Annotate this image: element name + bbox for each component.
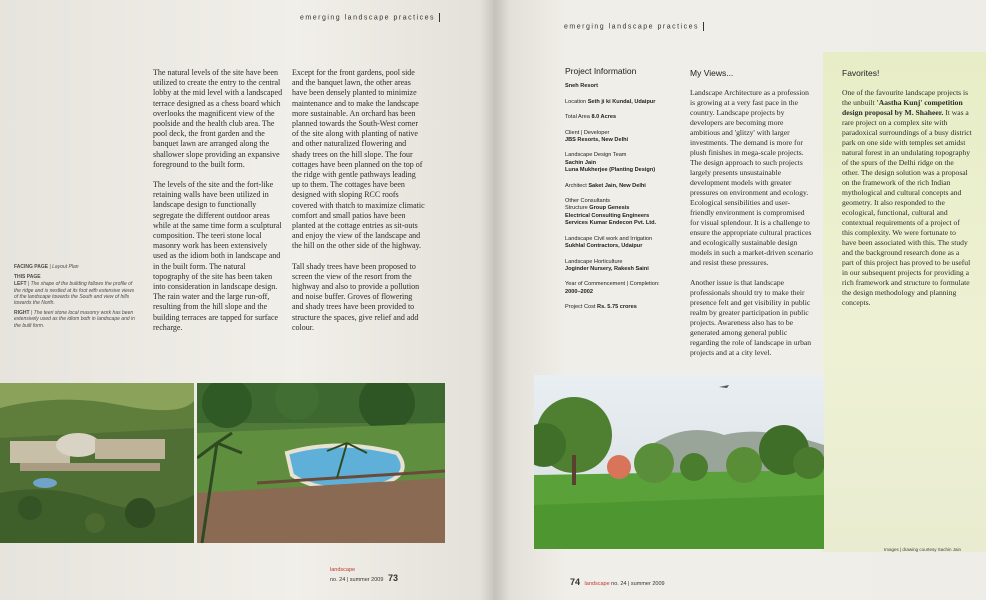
- paragraph: Another issue is that landscape professionals should try to make their presence felt and get visibility in public realm by greater participation in public projects. Awareness also has to be generated among general public regarding the role of landscape in urban projects and at a city level.: [690, 278, 812, 357]
- project-item: Landscape Civil work and Irrigation Sukhlal Contractors, Udaipur: [565, 235, 653, 250]
- project-item: Year of Commencement | Completion: 2000–2002: [565, 281, 660, 295]
- running-head-right-text: emerging landscape practices: [564, 23, 699, 31]
- my-views-heading: My Views...: [690, 68, 734, 78]
- project-item: Client | Developer JBS Resorts, New Delhi: [565, 129, 629, 144]
- project-item: Landscape Design Team Sachin Jain Luna Mukherjee (Planting Design): [565, 152, 656, 174]
- project-item: Project Cost Rs. 5.75 crores: [565, 304, 637, 311]
- running-head-right: [564, 22, 704, 31]
- caption-label-facing: FACING PAGE: [14, 264, 49, 270]
- caption-label-this: THIS PAGE: [14, 274, 41, 281]
- paragraph: The natural levels of the site have been utilized to create the entry to the central lobby at the mid level with a landscaped terrace designed as a chess board which overlooks the magnificent view of the poolside and the health club area. The pool deck, the front garden and the banquet lawn are arranged along the shallower slope providing an expansive foreground to the built form.: [153, 68, 283, 169]
- footer-brand: landscape: [330, 567, 356, 573]
- photo-caption: FACING PAGE | Layout Plan THIS PAGE LEFT | The shape of the building follows the profile of the ridge and is nestled at its foot with extensive views of the landscape towards the South and view of hills towards the North. RIGHT | The teeri stone local masonry work has been extensively used as the idiom both in landscape and in the built form.: [14, 264, 135, 329]
- image-credit: Images | drawing courtesy Sachin Jain: [884, 547, 961, 552]
- paragraph: Except for the front gardens, pool side and the banquet lawn, the other areas have been densely planted to minimize maintenance and to make the landscape more sustainable. An orchard has been planned towards the South-West corner of the site along with planting of native and other naturalized flowering and shady trees on the hill slope. The four cottages have been planned on the top of the ridge with gentle pathways leading up to them. The cottages have been designed with sloping RCC roofs covered with thatch to maximize climatic comfort and small patios have been planted at the cottage entries as sit-outs and enjoy the view of the landscape and the hill on the other side of the highway.: [292, 68, 425, 251]
- favorites-heading: Favorites!: [842, 68, 880, 78]
- running-head-left: [300, 13, 440, 22]
- page-number-right: 74: [570, 577, 581, 587]
- favorites-text: One of the favourite landscape projects is the unbuilt 'Aastha Kunj' competition design proposal by M. Shaheer. It was a rare project on a complex site with paradoxical surroundings of a busy district park on one side with temples set amidst natural forest in an undulating topography of the spurs of the Delhi ridge on the other. The design solution was a proposal on the framework of the rich Indian mythological and cultural concepts and geometry. It also responded to the ecological, functional, cultural and contextual requirements of a project of this complexity. We were fortunate to have been associated with this. The study and the background research done as a part of this project has proved to be useful in our subsequent projects for providing a rich framework and structure to formulate the design methodology and planning concepts.: [842, 88, 972, 307]
- project-item: Location Seth ji ki Kundal, Udaipur: [565, 98, 656, 105]
- running-head-left-text: emerging landscape practices: [300, 14, 435, 22]
- caption-label-left: LEFT: [14, 281, 27, 288]
- favorites-project-name: 'Aastha Kunj' competition design proposal by M. Shaheer.: [842, 98, 963, 117]
- caption-left-text: The shape of the building follows the profile of the ridge and is nestled at its foot with extensive views of the landscape towards the South and view of hills towards the North.: [14, 281, 135, 307]
- project-information: [565, 68, 675, 320]
- page-number-left: 73: [387, 573, 398, 583]
- caption-label-right: RIGHT: [14, 310, 30, 317]
- right-footer: [567, 577, 665, 587]
- left-column-2: [292, 68, 425, 343]
- page-gutter: [480, 0, 510, 600]
- project-info-heading: Project Information: [565, 66, 637, 76]
- footer-brand: landscape: [584, 581, 610, 587]
- project-item: Architect Saket Jain, New Delhi: [565, 182, 646, 189]
- paragraph: Tall shady trees have been proposed to screen the view of the resort from the highway and also to provide a pollution and noise buffer. Groves of flowering and shady trees have been provided to structure the spaces, give relief and add colour.: [292, 261, 420, 332]
- project-item: Total Area 8.0 Acres: [565, 114, 617, 121]
- caption-right-text: The teeri stone local masonry work has been extensively used as the idiom both in landscape and in the built form.: [14, 310, 135, 329]
- left-column-1: [153, 68, 283, 343]
- paragraph: The levels of the site and the fort-like retaining walls have been utilized in landscape design to functionally segregate the different outdoor areas while at the same time form a sculptural composition. The teeri stone local masonry work has been extensively used as the idiom both in landscape and in the built form. The natural topography of the site has been taken into consideration in landscape design. The rain water and the large run-off, resulting from the hill slope and the building terraces are tapped for surface recharge.: [153, 180, 282, 332]
- resort-aerial-photo: [0, 383, 194, 543]
- project-item: Other Consultants Structure Group Genesis Electrical Consulting Engineers Services Kumar Endecon Pvt. Ltd.: [565, 198, 657, 227]
- project-item: Landscape Horticulture Joginder Nursery, Rakesh Saini: [565, 258, 649, 272]
- paragraph: Landscape Architecture as a profession is growing at a very fast pace in the country. Landscape projects by developers are becoming more ambitious and 'glitzy' with larger investments. The demand is more for plush finishes in mega-scale projects. The design approach to such projects largely presents unsustainable development models with greater pressures on environment and ecology. Ecological sensibilities and user-friendly environment is compromised for visual splendour. It is a challenge to ensure the appropriate cultural practices and ecologically sustainable design models in such a market-driven scenario and resist these pressures.: [690, 88, 813, 267]
- left-footer: [330, 567, 401, 583]
- caption-facing-text: Layout Plan: [52, 264, 79, 270]
- lawn-trees-photo: [534, 375, 824, 549]
- pool-garden-photo: [197, 383, 445, 543]
- footer-issue: no. 24 | summer 2009: [330, 577, 384, 583]
- footer-issue: no. 24 | summer 2009: [611, 581, 665, 587]
- my-views-column: [690, 88, 814, 368]
- project-item: Sneh Resort: [565, 83, 598, 90]
